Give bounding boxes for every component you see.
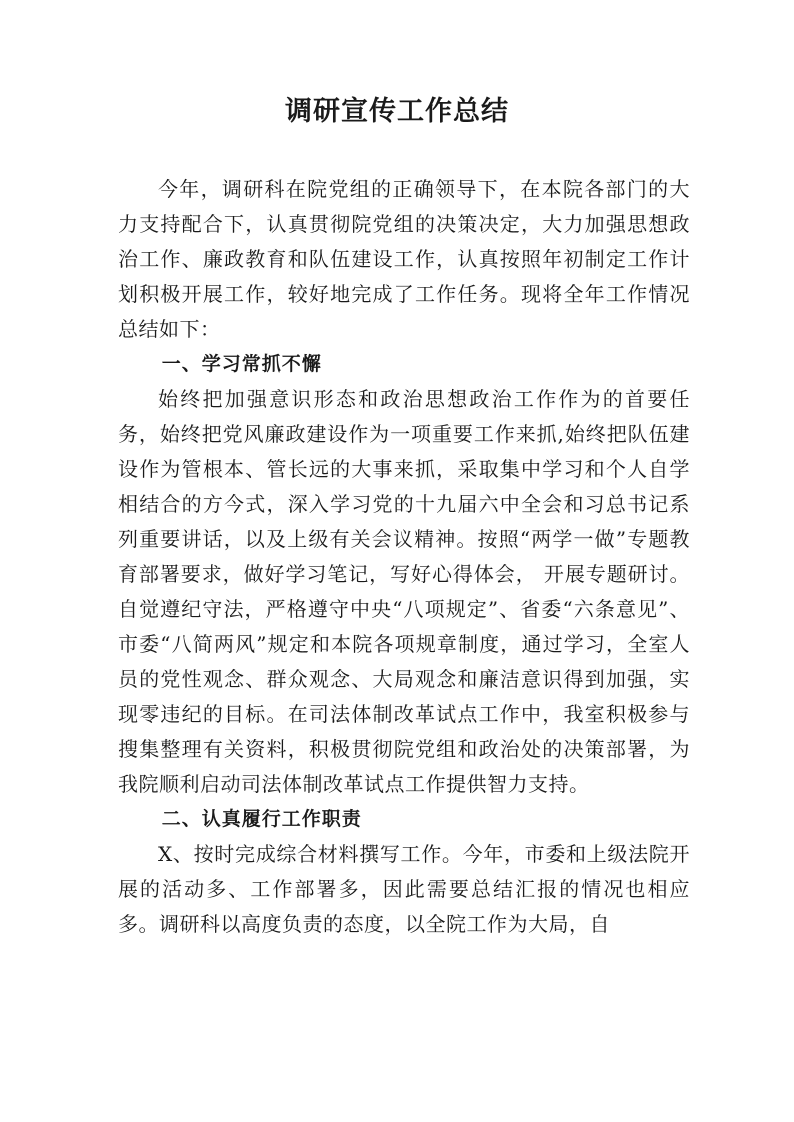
- section-2-heading: 二、认真履行工作职责: [161, 808, 362, 830]
- intro-paragraph: 今年，调研科在院党组的正确领导下，在本院各部门的大力支持配合下，认真贯彻院党组的决策决定，大力加强思想政治工作、廉政教育和队伍建设工作，认真按照年初制定工作计划积极开展工作，较好地完成了工作任务。现将全年工作情况总结如下：: [118, 177, 690, 341]
- section-1-heading: 一、学习常抓不懈: [161, 353, 322, 375]
- document-body: [118, 172, 690, 942]
- section-1-paragraph: 始终把加强意识形态和政治思想政治工作作为的首要任务，始终把党风廉政建设作为一项重要工作来抓,始终把队伍建设作为管根本、管长远的大事来抓，采取集中学习和个人自学相结合的方今式，深入学习党的十九届六中全会和习总书记系列重要讲话，以及上级有关会议精神。按照“两学一做”专题教育部署要求，做好学习笔记，写好心得体会， 开展专题研讨。 自觉遵纪守法，严格遵守中央“八项规定”、省委“六条意见”、市委“八简两风”规定和本院各项规章制度，通过学习，全室人员的党性观念、群众观念、大局观念和廉洁意识得到加强，实现零违纪的目标。在司法体制改革试点工作中，我室积极参与搜集整理有关资料，积极贯彻院党组和政治处的决策部署，为我院顺利启动司法体制改革试点工作提供智力支持。: [118, 387, 690, 796]
- document-title: 调研宣传工作总结: [285, 96, 509, 127]
- section-2-paragraph: X、按时完成综合材料撰写工作。今年，市委和上级法院开展的活动多、工作部署多，因此需要总结汇报的情况也相应多。调研科以高度负责的态度，以全院工作为大局，自: [118, 842, 690, 936]
